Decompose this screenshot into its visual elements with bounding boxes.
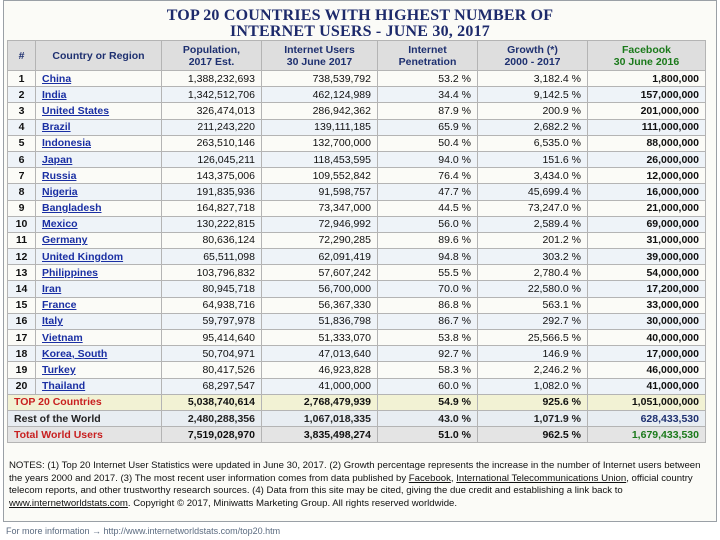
cell-population: 80,636,124 <box>162 232 262 248</box>
header-growth <box>478 41 588 71</box>
cell-growth: 2,246.2 % <box>478 362 588 378</box>
cell-rank: 11 <box>8 232 36 248</box>
notes-text-3: , official country telecom reports, and other trustworthy research sources. (4) Data from this site may be cited, giving the due credit and establishing a link back to <box>9 472 693 497</box>
cell-facebook: 39,000,000 <box>588 249 706 265</box>
cell-rank: 7 <box>8 168 36 184</box>
summary-rest-growth: 1,071.9 % <box>478 410 588 426</box>
header-growth-line2: 2000 - 2017 <box>504 55 561 68</box>
cell-facebook: 30,000,000 <box>588 313 706 329</box>
table-row <box>8 281 706 297</box>
cell-country <box>36 362 162 378</box>
cell-growth: 151.6 % <box>478 151 588 167</box>
country-link[interactable]: Thailand <box>42 380 86 393</box>
notes-text-4: . Copyright © 2017, Miniwatts Marketing Group. All rights reserved worldwide. <box>127 497 458 509</box>
summary-world-penetration: 51.0 % <box>378 427 478 443</box>
notes-paragraph <box>9 460 709 510</box>
cell-growth: 73,247.0 % <box>478 200 588 216</box>
header-penetration-line2: Penetration <box>398 55 457 68</box>
cell-country <box>36 297 162 313</box>
cell-facebook: 1,800,000 <box>588 71 706 87</box>
cell-penetration: 87.9 % <box>378 103 478 119</box>
summary-world-facebook: 1,679,433,530 <box>588 427 706 443</box>
cell-growth: 201.2 % <box>478 232 588 248</box>
cell-country <box>36 200 162 216</box>
table-body <box>8 71 706 443</box>
summary-top20-penetration: 54.9 % <box>378 394 478 410</box>
table-row <box>8 168 706 184</box>
country-link[interactable]: Indonesia <box>42 137 92 150</box>
cell-population: 191,835,936 <box>162 184 262 200</box>
cell-internet-users: 46,923,828 <box>262 362 378 378</box>
cell-internet-users: 56,367,330 <box>262 297 378 313</box>
cell-rank: 18 <box>8 346 36 362</box>
notes-text-2: , <box>450 472 457 484</box>
cell-rank: 15 <box>8 297 36 313</box>
summary-world-population: 7,519,028,970 <box>162 427 262 443</box>
summary-world-growth: 962.5 % <box>478 427 588 443</box>
cell-facebook: 111,000,000 <box>588 119 706 135</box>
cell-population: 143,375,006 <box>162 168 262 184</box>
cell-rank: 9 <box>8 200 36 216</box>
country-link[interactable]: Germany <box>42 234 88 247</box>
cell-rank: 3 <box>8 103 36 119</box>
cell-country <box>36 87 162 103</box>
cell-facebook: 157,000,000 <box>588 87 706 103</box>
title-line-2: INTERNET USERS - JUNE 30, 2017 <box>230 23 490 40</box>
header-users-line2: 30 June 2017 <box>286 55 353 68</box>
table-row <box>8 151 706 167</box>
summary-rest-label: Rest of the World <box>8 410 162 426</box>
cell-rank: 17 <box>8 330 36 346</box>
cell-growth: 200.9 % <box>478 103 588 119</box>
cell-facebook: 69,000,000 <box>588 216 706 232</box>
summary-rest-penetration: 43.0 % <box>378 410 478 426</box>
country-link[interactable]: Italy <box>42 315 64 328</box>
country-link[interactable]: Bangladesh <box>42 202 102 215</box>
cell-internet-users: 132,700,000 <box>262 135 378 151</box>
header-users-line1: Internet Users <box>284 43 355 56</box>
cell-population: 64,938,716 <box>162 297 262 313</box>
header-internet-users <box>262 41 378 71</box>
cell-penetration: 58.3 % <box>378 362 478 378</box>
cell-internet-users: 118,453,595 <box>262 151 378 167</box>
country-link[interactable]: Russia <box>42 169 77 182</box>
cell-growth: 6,535.0 % <box>478 135 588 151</box>
header-facebook-line1: Facebook <box>621 43 671 56</box>
cell-population: 130,222,815 <box>162 216 262 232</box>
country-link[interactable]: Korea, South <box>42 347 108 360</box>
cell-penetration: 76.4 % <box>378 168 478 184</box>
cell-rank: 4 <box>8 119 36 135</box>
cell-growth: 2,780.4 % <box>478 265 588 281</box>
summary-top20-population: 5,038,740,614 <box>162 394 262 410</box>
page-title <box>4 8 716 40</box>
cell-population: 103,796,832 <box>162 265 262 281</box>
cell-growth: 3,434.0 % <box>478 168 588 184</box>
cell-penetration: 50.4 % <box>378 135 478 151</box>
country-link[interactable]: France <box>42 299 77 312</box>
cell-facebook: 26,000,000 <box>588 151 706 167</box>
table-row <box>8 249 706 265</box>
cell-country <box>36 265 162 281</box>
cell-population: 59,797,978 <box>162 313 262 329</box>
cell-rank: 6 <box>8 151 36 167</box>
cell-growth: 1,082.0 % <box>478 378 588 394</box>
cell-penetration: 94.0 % <box>378 151 478 167</box>
cell-internet-users: 51,836,798 <box>262 313 378 329</box>
cell-population: 211,243,220 <box>162 119 262 135</box>
table-row <box>8 216 706 232</box>
facebook-source-link[interactable]: Facebook <box>408 472 451 484</box>
cell-penetration: 94.8 % <box>378 249 478 265</box>
cell-population: 68,297,547 <box>162 378 262 394</box>
site-link[interactable]: www.internetworldstats.com <box>9 497 128 509</box>
cell-facebook: 41,000,000 <box>588 378 706 394</box>
cell-population: 326,474,013 <box>162 103 262 119</box>
cell-population: 164,827,718 <box>162 200 262 216</box>
cell-rank: 8 <box>8 184 36 200</box>
cell-country <box>36 346 162 362</box>
cell-facebook: 17,000,000 <box>588 346 706 362</box>
country-link[interactable]: United Kingdom <box>42 250 124 263</box>
table-row <box>8 103 706 119</box>
cell-country <box>36 232 162 248</box>
table-row <box>8 71 706 87</box>
summary-rest-users: 1,067,018,335 <box>262 410 378 426</box>
header-population-line1: Population, <box>182 43 241 56</box>
cell-internet-users: 73,347,000 <box>262 200 378 216</box>
cell-country <box>36 71 162 87</box>
cell-facebook: 21,000,000 <box>588 200 706 216</box>
country-link[interactable]: Brazil <box>42 121 71 134</box>
table-row <box>8 378 706 394</box>
country-link[interactable]: Turkey <box>42 363 76 376</box>
table-row <box>8 313 706 329</box>
table-row <box>8 119 706 135</box>
summary-top20-users: 2,768,479,939 <box>262 394 378 410</box>
cell-facebook: 54,000,000 <box>588 265 706 281</box>
table-row <box>8 87 706 103</box>
cell-rank: 12 <box>8 249 36 265</box>
cell-facebook: 88,000,000 <box>588 135 706 151</box>
cell-growth: 2,682.2 % <box>478 119 588 135</box>
country-link[interactable]: China <box>42 72 72 85</box>
cell-internet-users: 51,333,070 <box>262 330 378 346</box>
cell-growth: 146.9 % <box>478 346 588 362</box>
cell-internet-users: 109,552,842 <box>262 168 378 184</box>
country-link[interactable]: India <box>42 88 67 101</box>
cell-country <box>36 184 162 200</box>
cell-internet-users: 139,111,185 <box>262 119 378 135</box>
cell-internet-users: 462,124,989 <box>262 87 378 103</box>
cell-penetration: 34.4 % <box>378 87 478 103</box>
cell-country <box>36 216 162 232</box>
cell-country <box>36 103 162 119</box>
cell-country <box>36 249 162 265</box>
cell-penetration: 70.0 % <box>378 281 478 297</box>
cell-rank: 1 <box>8 71 36 87</box>
cell-growth: 303.2 % <box>478 249 588 265</box>
summary-row-rest <box>8 410 706 426</box>
table-row <box>8 330 706 346</box>
header-country: Country or Region <box>36 41 162 71</box>
cell-growth: 3,182.4 % <box>478 71 588 87</box>
cell-country <box>36 378 162 394</box>
cell-facebook: 31,000,000 <box>588 232 706 248</box>
table-row <box>8 362 706 378</box>
country-link[interactable]: Nigeria <box>42 185 78 198</box>
cell-rank: 16 <box>8 313 36 329</box>
cell-growth: 9,142.5 % <box>478 87 588 103</box>
cell-growth: 45,699.4 % <box>478 184 588 200</box>
cell-population: 65,511,098 <box>162 249 262 265</box>
table-header-row <box>8 41 706 71</box>
header-facebook-line2: 30 June 2016 <box>613 55 680 68</box>
notes-text-1: NOTES: (1) Top 20 Internet User Statistics were updated in June 30, 2017. (2) Growth percentage represents the increase in the number of Internet users between the years 2000 and 2017. (3) The most recent user information comes from data published by <box>9 460 701 484</box>
header-population-line2: 2017 Est. <box>188 55 235 68</box>
cell-country <box>36 135 162 151</box>
cell-country <box>36 281 162 297</box>
cell-facebook: 17,200,000 <box>588 281 706 297</box>
cell-country <box>36 119 162 135</box>
cell-penetration: 56.0 % <box>378 216 478 232</box>
country-link[interactable]: Vietnam <box>42 331 83 344</box>
cell-growth: 22,580.0 % <box>478 281 588 297</box>
cell-penetration: 53.8 % <box>378 330 478 346</box>
table-row <box>8 200 706 216</box>
cell-internet-users: 57,607,242 <box>262 265 378 281</box>
cell-rank: 14 <box>8 281 36 297</box>
table-row <box>8 265 706 281</box>
table-row <box>8 346 706 362</box>
cell-facebook: 40,000,000 <box>588 330 706 346</box>
table-row <box>8 232 706 248</box>
header-penetration-line1: Internet <box>408 43 447 56</box>
summary-top20-facebook: 1,051,000,000 <box>588 394 706 410</box>
cell-facebook: 33,000,000 <box>588 297 706 313</box>
header-penetration <box>378 41 478 71</box>
country-link[interactable]: Philippines <box>42 266 99 279</box>
cell-penetration: 86.7 % <box>378 313 478 329</box>
summary-rest-facebook: 628,433,530 <box>588 410 706 426</box>
cell-population: 1,342,512,706 <box>162 87 262 103</box>
cell-internet-users: 72,946,992 <box>262 216 378 232</box>
cell-penetration: 47.7 % <box>378 184 478 200</box>
cell-internet-users: 47,013,640 <box>262 346 378 362</box>
header-rank: # <box>8 41 36 71</box>
cell-population: 80,417,526 <box>162 362 262 378</box>
table-row <box>8 184 706 200</box>
cell-growth: 25,566.5 % <box>478 330 588 346</box>
cell-facebook: 12,000,000 <box>588 168 706 184</box>
document-frame <box>3 0 717 522</box>
cell-internet-users: 738,539,792 <box>262 71 378 87</box>
footer-more-info[interactable]: For more information → http://www.internetworldstats.com/top20.htm <box>0 522 720 540</box>
cell-internet-users: 41,000,000 <box>262 378 378 394</box>
cell-population: 126,045,211 <box>162 151 262 167</box>
title-line-1: TOP 20 COUNTRIES WITH HIGHEST NUMBER OF <box>166 7 554 24</box>
cell-internet-users: 62,091,419 <box>262 249 378 265</box>
table-row <box>8 135 706 151</box>
cell-rank: 2 <box>8 87 36 103</box>
cell-population: 263,510,146 <box>162 135 262 151</box>
cell-internet-users: 72,290,285 <box>262 232 378 248</box>
summary-top20-label: TOP 20 Countries <box>8 394 162 410</box>
cell-population: 80,945,718 <box>162 281 262 297</box>
cell-growth: 2,589.4 % <box>478 216 588 232</box>
cell-penetration: 86.8 % <box>378 297 478 313</box>
cell-rank: 19 <box>8 362 36 378</box>
summary-world-users: 3,835,498,274 <box>262 427 378 443</box>
country-link[interactable]: Iran <box>42 283 62 296</box>
summary-world-label: Total World Users <box>8 427 162 443</box>
header-growth-line1: Growth (*) <box>507 43 558 56</box>
cell-internet-users: 286,942,362 <box>262 103 378 119</box>
cell-country <box>36 168 162 184</box>
header-facebook <box>588 41 706 71</box>
cell-facebook: 16,000,000 <box>588 184 706 200</box>
cell-growth: 292.7 % <box>478 313 588 329</box>
cell-penetration: 65.9 % <box>378 119 478 135</box>
cell-rank: 13 <box>8 265 36 281</box>
cell-population: 50,704,971 <box>162 346 262 362</box>
cell-penetration: 60.0 % <box>378 378 478 394</box>
cell-penetration: 53.2 % <box>378 71 478 87</box>
cell-penetration: 92.7 % <box>378 346 478 362</box>
cell-penetration: 44.5 % <box>378 200 478 216</box>
cell-internet-users: 91,598,757 <box>262 184 378 200</box>
cell-penetration: 55.5 % <box>378 265 478 281</box>
cell-rank: 10 <box>8 216 36 232</box>
country-link[interactable]: Mexico <box>42 218 78 231</box>
cell-internet-users: 56,700,000 <box>262 281 378 297</box>
internet-users-table <box>7 40 706 443</box>
table-row <box>8 297 706 313</box>
cell-population: 95,414,640 <box>162 330 262 346</box>
cell-rank: 20 <box>8 378 36 394</box>
cell-facebook: 46,000,000 <box>588 362 706 378</box>
cell-population: 1,388,232,693 <box>162 71 262 87</box>
cell-rank: 5 <box>8 135 36 151</box>
summary-row-world <box>8 427 706 443</box>
country-link[interactable]: Japan <box>42 153 73 166</box>
cell-country <box>36 313 162 329</box>
country-link[interactable]: United States <box>42 104 110 117</box>
cell-country <box>36 151 162 167</box>
summary-rest-population: 2,480,288,356 <box>162 410 262 426</box>
summary-top20-growth: 925.6 % <box>478 394 588 410</box>
header-population <box>162 41 262 71</box>
cell-facebook: 201,000,000 <box>588 103 706 119</box>
itu-source-link[interactable]: International Telecommunications Union <box>456 472 627 484</box>
summary-row-top20 <box>8 394 706 410</box>
cell-penetration: 89.6 % <box>378 232 478 248</box>
cell-growth: 563.1 % <box>478 297 588 313</box>
cell-country <box>36 330 162 346</box>
